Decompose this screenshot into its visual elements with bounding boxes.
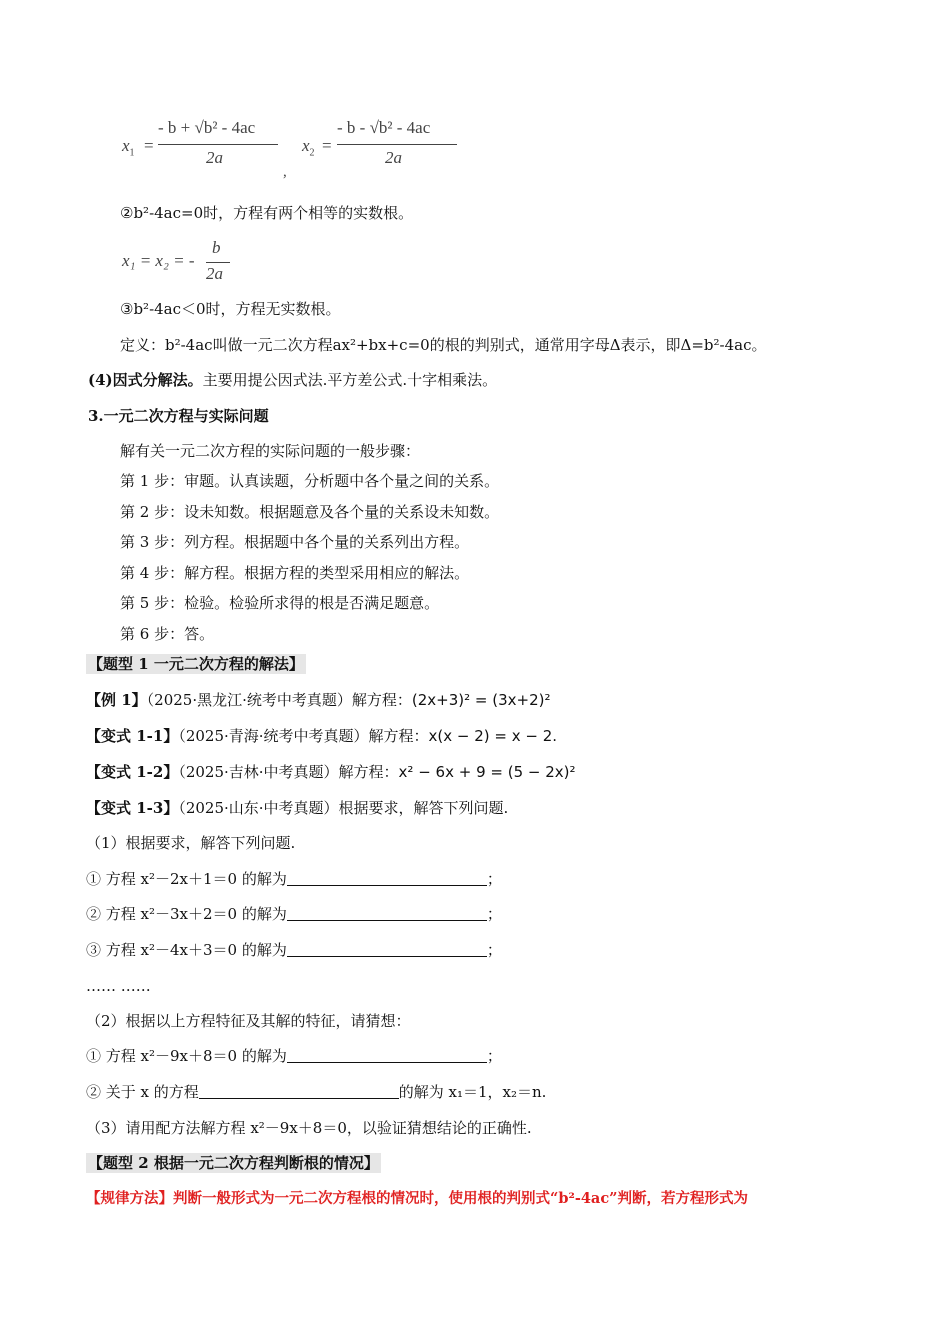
variant-equation: x² − 6x + 9 = (5 − 2x)² [398,763,576,781]
fraction-bar-3 [206,262,230,263]
question-2-item: ① 方程 x²－9x＋8＝0 的解为 ； [86,1047,502,1065]
answer-blank[interactable] [199,1082,399,1099]
x2-denominator: 2a [385,148,402,167]
variant-1-1 [86,726,557,746]
question-1-item: ③ 方程 x²－4x＋3＝0 的解为 ； [86,941,502,959]
variant-equation: x(x − 2) = x − 2. [428,727,558,745]
factorization-method [88,370,497,390]
double-root-fraction [206,238,230,288]
steps-intro: 解有关一元二次方程的实际问题的一般步骤： [120,442,421,460]
question-2-heading: （2）根据以上方程特征及其解的特征，请猜想： [86,1012,411,1030]
step-item: 第 1 步：审题。认真读题，分析题中各个量之间的关系。 [120,472,500,490]
type-2-heading: 【题型 2 根据一元二次方程判断根的情况】 [88,1154,379,1172]
answer-blank[interactable] [287,940,487,957]
question-1-item: ① 方程 x²－2x＋1＝0 的解为 ； [86,870,502,888]
double-root-denominator: 2a [206,264,223,283]
fraction-bar [158,144,278,145]
step-item: 第 3 步：列方程。根据题中各个量的关系列出方程。 [120,533,470,551]
x2-fraction [337,118,457,168]
variant-tag: 【变式 1-2】 [86,763,179,781]
example-equation: (2x+3)² = (3x+2)² [411,691,551,709]
example-tag: 【例 1】 [86,691,147,709]
x2-numerator: - b - √b² - 4ac [337,118,431,137]
factorization-label: (4)因式分解法。 [88,371,203,389]
answer-blank[interactable] [287,869,487,886]
ellipsis: …… …… [86,977,151,995]
answer-blank[interactable] [287,904,487,921]
question-3: （3）请用配方法解方程 x²－9x＋8＝0，以验证猜想结论的正确性. [86,1119,532,1137]
equals-sign: = [144,136,154,155]
variant-1-2 [86,762,576,782]
variant-1-3 [86,798,508,818]
variant-source: （2025·山东·中考真题）根据要求，解答下列问题. [178,799,509,817]
answer-blank[interactable] [287,1046,487,1063]
variant-tag: 【变式 1-1】 [86,727,179,745]
step-item: 第 4 步：解方程。根据方程的类型采用相应的解法。 [120,564,470,582]
x1-denominator: 2a [206,148,223,167]
case-equal-roots: ②b²-4ac=0时，方程有两个相等的实数根。 [120,204,414,222]
case-no-roots: ③b²-4ac＜0时，方程无实数根。 [120,300,341,318]
comma: , [283,164,287,180]
section-heading: 3.一元二次方程与实际问题 [88,407,269,425]
x1-symbol: $x_1$ [122,136,135,159]
example-source: （2025·黑龙江·统考中考真题）解方程： [146,691,412,709]
question-2-item: ② 关于 x 的方程 的解为 x₁＝1，x₂＝n. [86,1083,547,1101]
step-item: 第 5 步：检验。检验所求得的根是否满足题意。 [120,594,440,612]
type-1-heading: 【题型 1 一元二次方程的解法】 [88,655,304,673]
step-item: 第 6 步：答。 [120,625,215,643]
factorization-text: 主要用提公因式法.平方差公式.十字相乘法。 [202,371,498,389]
variant-tag: 【变式 1-3】 [86,799,179,817]
x2-symbol: $x_2$ [302,136,315,159]
variant-source: （2025·青海·统考中考真题）解方程： [178,727,429,745]
rule-method: 【规律方法】判断一般形式为一元二次方程根的情况时，使用根的判别式“b²-4ac”判断，若方程形式为 [86,1190,748,1207]
example-1 [86,690,551,710]
x1-numerator: - b + √b² - 4ac [158,118,256,137]
discriminant-definition: 定义：b²-4ac叫做一元二次方程ax²+bx+c=0的根的判别式，通常用字母Δ表示，即Δ=b²-4ac。 [120,336,767,354]
step-item: 第 2 步：设未知数。根据题意及各个量的关系设未知数。 [120,503,500,521]
fraction-bar-2 [337,144,457,145]
question-1-heading: （1）根据要求，解答下列问题. [86,834,296,852]
variant-source: （2025·吉林·中考真题）解方程： [178,763,399,781]
x1-fraction [158,118,278,168]
double-root-lhs: x₁ = x₂ = - [122,251,195,270]
question-1-item: ② 方程 x²－3x＋2＝0 的解为 ； [86,905,502,923]
equals-sign-2: = [322,136,332,155]
double-root-numerator: b [212,238,221,257]
